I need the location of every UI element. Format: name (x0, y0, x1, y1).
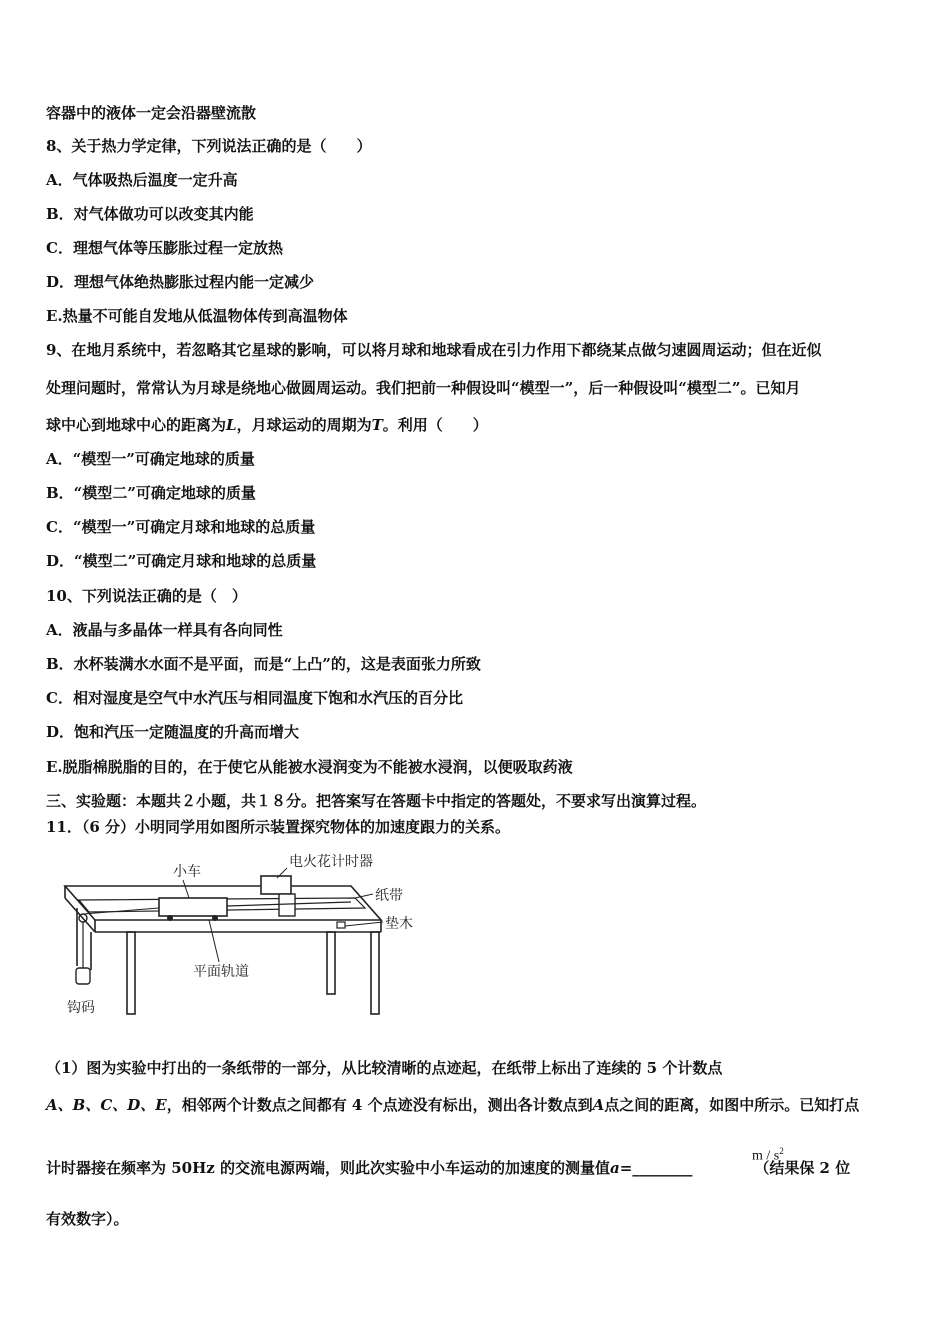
label-timer: 电火花计时器 (289, 854, 373, 870)
label-track: 平面轨道 (193, 964, 249, 980)
option-8b: B．对气体做功可以改变其内能 (46, 205, 254, 223)
section-3-heading: 三、实验题：本题共２小题，共１８分。把答案写在答题卡中指定的答题处，不要求写出演算过程。 (46, 792, 707, 810)
option-9c: C．“模型一”可确定月球和地球的总质量 (46, 518, 316, 536)
question-8: 8、关于热力学定律，下列说法正确的是（ ） (46, 137, 372, 155)
label-cart: 小车 (173, 864, 201, 880)
unit-label: m / $s^2$ (752, 1146, 784, 1164)
option-9d: D．“模型二”可确定月球和地球的总质量 (46, 552, 317, 570)
option-9a: A．“模型一”可确定地球的质量 (46, 450, 255, 468)
option-10b: B．水杯装满水水面不是平面，而是“上凸”的，这是表面张力所致 (46, 655, 481, 673)
apparatus-figure (55, 848, 435, 1020)
option-8c: C．理想气体等压膨胀过程一定放热 (46, 239, 283, 257)
option-10c: C．相对湿度是空气中水汽压与相同温度下饱和水汽压的百分比 (46, 689, 463, 707)
label-block: 垫木 (385, 916, 413, 932)
question-9-line1: 9、在地月系统中，若忽略其它星球的影响，可以将月球和地球看成在引力作用下都绕某点做匀速圆周运动；但在近似 (46, 341, 822, 359)
option-10e: E.脱脂棉脱脂的目的，在于使它从能被水浸润变为不能被水浸润，以便吸取药液 (46, 758, 573, 776)
part-1-line4: 有效数字）。 (46, 1210, 129, 1228)
text-line: 容器中的液体一定会沿器壁流散 (46, 104, 257, 122)
question-11: 11．（6 分）小明同学用如图所示装置探究物体的加速度跟力的关系。 (46, 818, 511, 836)
question-9-line3: 球中心到地球中心的距离为L，月球运动的周期为T。利用（ ） (46, 416, 488, 434)
option-8e: E.热量不可能自发地从低温物体传到高温物体 (46, 307, 348, 325)
question-9-line2: 处理问题时，常常认为月球是绕地心做圆周运动。我们把前一种假设叫“模型一”，后一种假设叫“模型二”。已知月 (46, 379, 801, 397)
option-9b: B．“模型二”可确定地球的质量 (46, 484, 256, 502)
label-tape: 纸带 (375, 888, 403, 904)
option-8a: A．气体吸热后温度一定升高 (46, 171, 238, 189)
option-10a: A．液晶与多晶体一样具有各向同性 (46, 621, 283, 639)
part-1-line3: 计时器接在频率为 50Hz 的交流电源两端，则此次实验中小车运动的加速度的测量值a=________ （结果保 2 位 (46, 1159, 851, 1177)
label-weight: 钩码 (67, 1000, 95, 1016)
option-8d: D．理想气体绝热膨胀过程内能一定减少 (46, 273, 315, 291)
part-1-line2: A、B、C、D、E，相邻两个计数点之间都有 4 个点迹没有标出，测出各计数点到A点之间的距离，如图中所示。已知打点 (46, 1096, 860, 1114)
option-10d: D．饱和汽压一定随温度的升高而增大 (46, 723, 300, 741)
part-1-line1: （1）图为实验中打出的一条纸带的一部分，从比较清晰的点迹起，在纸带上标出了连续的 5 个计数点 (46, 1059, 723, 1077)
question-10: 10、下列说法正确的是（ ） (46, 587, 247, 605)
